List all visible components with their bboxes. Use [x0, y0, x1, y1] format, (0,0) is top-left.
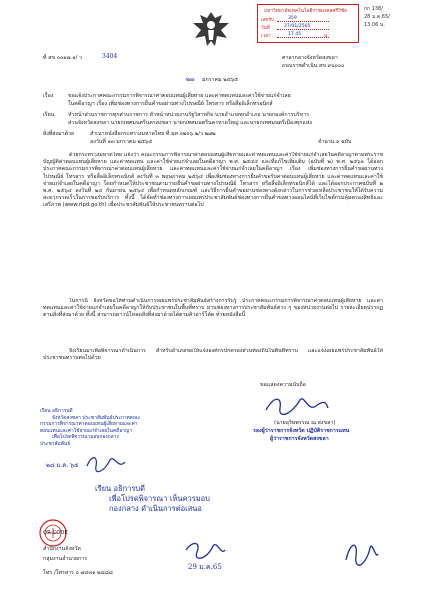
footer-dept: สำนักงานจังหวัด — [43, 546, 81, 552]
side-note-date: 28 ม.ค.65/ — [364, 14, 390, 20]
footer-group: กลุ่มงานอำนวยการ — [43, 556, 88, 562]
stamp-date-label: วันที่ — [261, 26, 270, 31]
left-note-line-4: ตอบแทนและค่าใช้จ่ายแก่จำเลยในคดีอาญา — [40, 427, 132, 434]
doc-date: มกราคม ๒๕๖๕ — [202, 77, 239, 83]
stamp-no-value: 359 — [288, 16, 297, 21]
office-road: ถนนราชดำเนิน สข ๙๐๐๐๐ — [282, 63, 345, 69]
enclosure-line-2: ลงวันที่ ๑๓ มกราคม ๒๕๖๕ — [90, 139, 153, 145]
enclosure-count: จำนวน ๑ ฉบับ — [318, 139, 352, 145]
left-note-line-1: เรียน อธิการบดี — [40, 408, 73, 414]
recipient-label: เรียน — [43, 112, 55, 118]
qr-code-label: QR CODE — [43, 530, 68, 536]
subject-line-2: ในคดีอาญา เรื่อง เพิ่มช่องทางการยื่นคำขอผ่านทางไปรษณีย์ โทรสาร หรือสื่ออิเล็กทรอนิกส์ — [68, 101, 273, 107]
stamp-date-value: 27/01/2565 — [284, 24, 311, 29]
stamp-org: มหาวิทยาลัยเทคโนโลยีราชมงคลศรีวิชัย — [264, 9, 347, 14]
date-day-handwritten: ๒๗ — [186, 76, 195, 83]
recipient-line-1: หัวหน้าส่วนราชการทุกส่วนราชการ หัวหน้าหน่วยงานรัฐวิสาหกิจ นายอำเภอทุกอำเภอ นายกองค์การบริหาร — [68, 112, 309, 118]
closing-phrase: ขอแสดงความนับถือ — [260, 382, 306, 388]
signer-title-1: รองผู้ว่าราชการจังหวัด ปฏิบัติราชการแทน — [253, 428, 350, 434]
signer-name: (นายอุริษพรรณ ณ สงขลา) — [274, 420, 336, 426]
garuda-emblem-icon — [189, 8, 233, 52]
body-paragraph-1: ด้วยกระทรวงมหาดไทย แจ้งว่า คณะกรรมการพิจารณาค่าตอบแทนผู้เสียหายและค่าทดแทนและค่าใช้จ่ายแก่จำเลยในคดีอาญาตามพระราชบัญญัติค่าตอบแทนผู้เสียหาย และค่าทดแทน และค่าใช้จ่ายแก่จำเลยในคดีอาญา พ.ศ. ๒๕๔๔ และที่แก้ไขเพิ่มเติม (ฉบับที่ ๒) พ.ศ. ๒๕๖๑ ได้ออกประกาศคณะกรรมการพิจารณาค่าตอบแทนผู้เสียหาย และค่าทดแทนและค่าใช้จ่ายแก่จำเลยในคดีอาญา เรื่อง เพิ่มช่องทางการยื่นคำขอผ่านทางไปรษณีย์ โทรสาร หรือสื่ออิเล็กทรอนิกส์ ลงวันที่ ๓ พฤษภาคม ๒๕๖๔ เพื่อเพิ่มช่องทางการยื่นคำขอรับค่าตอบแทนผู้เสียหาย และค่าทดแทนและค่าใช้จ่ายแก่จำเลยในคดีอาญา โดยกำหนดให้ประชาชนสามารถยื่นคำขอผ่านทางไปรษณีย์ โทรสาร หรือสื่ออิเล็กทรอนิกส์ได้ และได้ออกประกาศฉบับที่ ๒ พ.ศ. ๒๕๖๔ ลงวันที่ ๒๔ กันยายน ๒๕๖๔ เพื่อกำหนดหลักเกณฑ์ และวิธีการยื่นคำขอผ่านช่องทางดังกล่าวในการช่วยเหลือประชาชนให้ได้รับความสะดวกรวดเร็วในการขอรับบริการ ทั้งนี้ ได้จัดทำช่องทางการเผยแพร่ประชาสัมพันธ์ช่องทางการยื่นคำขอทางออนไลน์ที่เว็บไซต์กรมคุ้มครองสิทธิและเสรีภาพ (www.rlpd.go.th) เพื่อประชาสัมพันธ์ให้ประชาชนทราบต่อไป — [43, 152, 383, 209]
left-note-line-2: จังหวัดสงขลา ประชาสัมพันธ์ประกาศคณะ — [52, 414, 141, 421]
enclosure-label: สิ่งที่ส่งมาด้วย — [43, 131, 75, 137]
left-note-line-5: เพื่อโปรดพิจารณามอบกองกลาง — [52, 434, 119, 441]
left-note-date: ๒๘ ม.ค. ๖๕ — [46, 462, 79, 469]
stamp-time-value: 17.45 — [288, 32, 302, 37]
doc-number: ที่ สข ๐๐๑๗.๑/ ว — [43, 55, 83, 61]
stamp-no-label: เลขรับ — [261, 18, 274, 23]
side-note-time: 13.06 น. — [364, 22, 385, 28]
receive-stamp — [257, 4, 359, 43]
subject-label: เรื่อง — [43, 93, 54, 99]
bottom-date: 29 ม.ค.65 — [188, 563, 222, 571]
left-note-line-6: ประชาสัมพันธ์ — [40, 440, 71, 447]
memo-line-1: เรียน อธิการบดี — [95, 484, 145, 493]
handwritten-memo — [95, 484, 210, 514]
recipient-line-2: ส่วนจังหวัดสงขลา นายกเทศมนตรีนครสงขลา นายกเทศมนตรีนครหาดใหญ่ และนายกเทศมนตรีเมืองทุกแห่ง — [68, 120, 312, 126]
bottom-signature-1-icon — [183, 538, 227, 562]
body-paragraph-2: ในการนี้ จังหวัดขอให้ท่านดำเนินการเผยแพร่ประชาสัมพันธ์สร้างการรับรู้ ประกาศคณะกรรมการพิจารณาค่าตอบแทนผู้เสียหาย และค่าทดแทนและค่าใช้จ่ายแก่จำเลยในคดีอาญาให้กับประชาชนในพื้นที่ทราบ ผ่านช่องทางการประชาสัมพันธ์ต่าง ๆ ของหน่วยงานต่อไป รายละเอียดปรากฏตามสิ่งที่ส่งมาด้วย ทั้งนี้ สามารถดาวน์โหลดสิ่งที่ส่งมาด้วยได้ตามคิวอาร์โค้ด ท้ายหนังสือนี้ — [43, 298, 383, 319]
body-paragraph-3: จึงเรียนมาเพื่อพิจารณาดำเนินการ สำหรับอำเภอขอให้แจ้งองค์กรปกครองส่วนท้องถิ่นในพื้นที่ทราบ และแจ้งเผยแพร่ประชาสัมพันธ์ให้ประชาชนทราบต่อไปด้วย — [43, 348, 383, 362]
office-name: ศาลากลางจังหวัดสงขลา — [282, 55, 338, 61]
bottom-signature-2-icon — [340, 536, 380, 570]
signer-title-2: ผู้ว่าราชการจังหวัดสงขลา — [270, 436, 329, 442]
left-routing-note — [40, 408, 152, 448]
signer-signature-icon — [262, 392, 332, 418]
memo-line-3: กองกลาง ดำเนินการต่อเสนอ — [109, 504, 202, 513]
memo-line-2: เพื่อโปรดพิจารณา เห็นควรมอบ — [109, 494, 210, 503]
enclosure-line-1: สำเนาหนังสือกระทรวงมหาดไทย ที่ มท ๐๒๐๖.๒/ว ๒๗๒ — [90, 131, 216, 137]
side-note-ref: กก 138/ — [364, 6, 383, 12]
doc-number-handwritten: 3404 — [102, 53, 118, 60]
left-note-signature-icon — [84, 452, 128, 474]
stamp-time-unit: น. — [324, 34, 329, 39]
footer-tel: โทร./โทรสาร ๐ ๗๔๓๑ ๒๘๘๘ — [43, 570, 113, 576]
subject-line-1: ขอแจ้งประกาศคณะกรรมการพิจารณาค่าตอบแทนผู้เสียหาย และค่าทดแทนและค่าใช้จ่ายแก่จำเลย — [68, 93, 291, 99]
side-note — [364, 5, 390, 29]
stamp-time-label: เวลา — [261, 34, 271, 39]
left-note-line-3: กรรมการพิจารณาค่าตอบแทนผู้เสียหายและค่า — [40, 421, 138, 428]
